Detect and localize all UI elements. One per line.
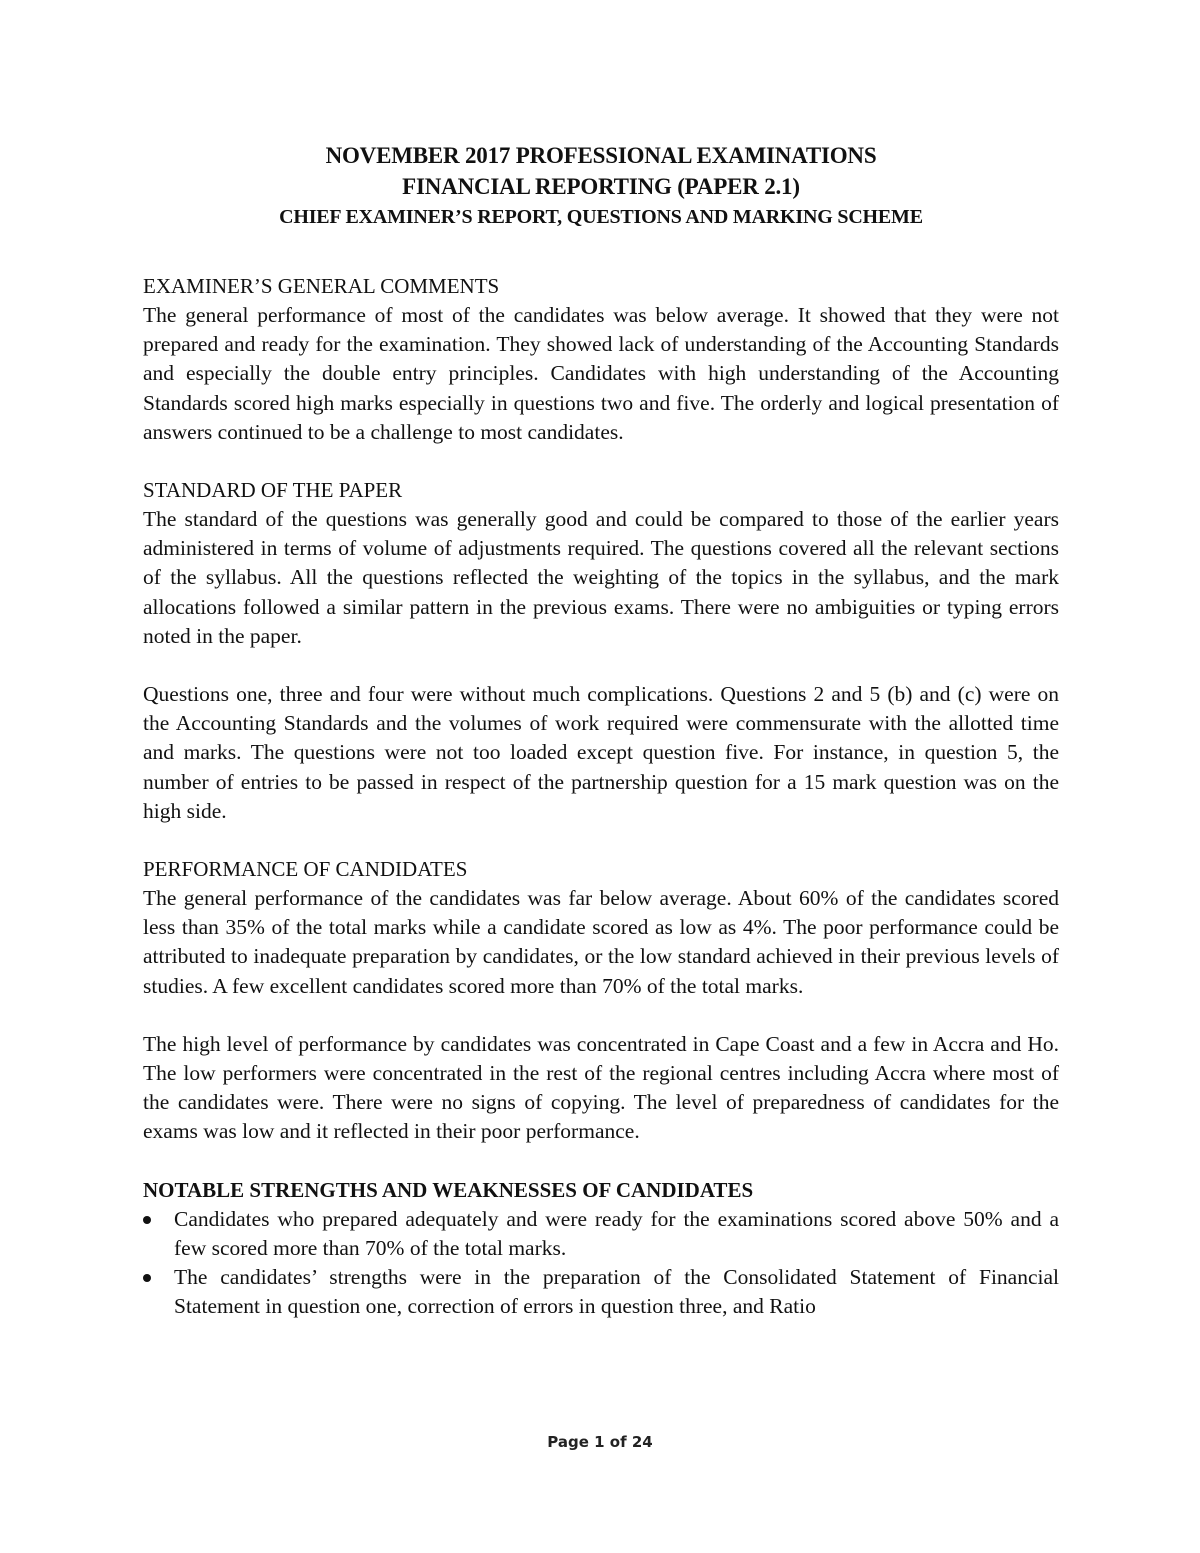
report-title: CHIEF EXAMINER’S REPORT, QUESTIONS AND MARKING SCHEME <box>279 206 923 228</box>
section-performance <box>143 855 1059 1147</box>
title-block <box>143 140 1059 232</box>
paper-title: FINANCIAL REPORTING (PAPER 2.1) <box>402 174 800 199</box>
list-item-text: The candidates’ strengths were in the preparation of the Consolidated Statement of Financial Statement in question one, correction of errors in question three, and Ratio <box>174 1265 1059 1319</box>
section-heading: PERFORMANCE OF CANDIDATES <box>143 857 468 882</box>
bullet-list <box>143 1205 1059 1322</box>
bullet-icon <box>143 1216 151 1224</box>
page-number: Page 1 of 24 <box>547 1433 653 1451</box>
section-standard-of-paper <box>143 476 1059 826</box>
list-item-text: Candidates who prepared adequately and were ready for the examinations scored above 50% and a few scored more than 70% of the total marks. <box>174 1206 1059 1260</box>
list-item <box>143 1205 1059 1263</box>
section-strengths-weaknesses <box>143 1176 1059 1322</box>
section-general-comments <box>143 272 1059 447</box>
section-heading: STANDARD OF THE PAPER <box>143 478 403 503</box>
paragraph: The standard of the questions was generally good and could be compared to those of the earlier years administered in terms of volume of adjustments required. The questions covered all the relevant sections of the syllabus. All the questions reflected the weighting of the topics in the syllabus, and the mark allocations followed a similar pattern in the previous exams. There were no ambiguities or typing errors noted in the paper. <box>143 507 1059 648</box>
paragraph: Questions one, three and four were without much complications. Questions 2 and 5 (b) and (c) were on the Accounting Standards and the volumes of work required were commensurate with the allotted time and marks. The questions were not too loaded except question five. For instance, in question 5, the number of entries to be passed in respect of the partnership question for a 15 mark question was on the high side. <box>143 682 1059 823</box>
paragraph: The general performance of the candidates was far below average. About 60% of the candidates scored less than 35% of the total marks while a candidate scored as low as 4%. The poor performance could be attributed to inadequate preparation by candidates, or the low standard achieved in their previous levels of studies. A few excellent candidates scored more than 70% of the total marks. <box>143 886 1059 998</box>
list-item <box>143 1263 1059 1321</box>
exam-title: NOVEMBER 2017 PROFESSIONAL EXAMINATIONS <box>325 143 877 168</box>
section-heading: NOTABLE STRENGTHS AND WEAKNESSES OF CANDIDATES <box>143 1177 754 1202</box>
bullet-icon <box>143 1274 151 1282</box>
document-page <box>143 140 1059 1321</box>
section-heading: EXAMINER’S GENERAL COMMENTS <box>143 274 500 298</box>
paragraph: The general performance of most of the candidates was below average. It showed that they were not prepared and ready for the examination. They showed lack of understanding of the Accounting Standards and especially the double entry principles. Candidates with high understanding of the Accounting Standards scored high marks especially in questions two and five. The orderly and logical presentation of answers continued to be a challenge to most candidates. <box>143 303 1059 444</box>
paragraph: The high level of performance by candidates was concentrated in Cape Coast and a few in Accra and Ho. The low performers were concentrated in the rest of the regional centres including Accra where most of the candidates were. There were no signs of copying. The level of preparedness of candidates for the exams was low and it reflected in their poor performance. <box>143 1031 1059 1144</box>
